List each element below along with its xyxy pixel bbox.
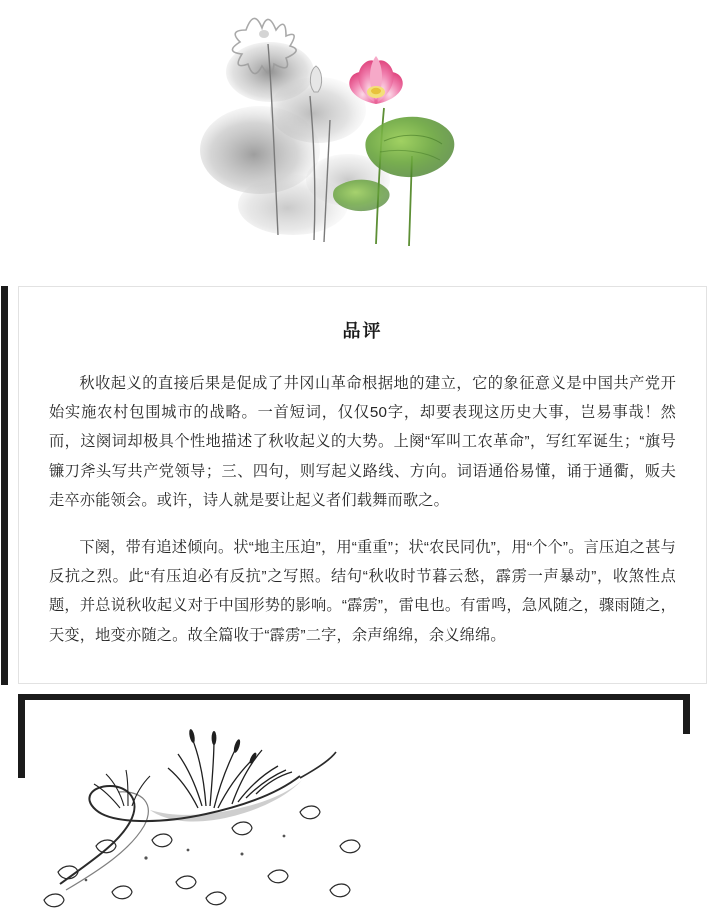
reed-pond-icon [0,694,725,916]
paragraph-1: 秋收起义的直接后果是促成了井冈山革命根据地的建立，它的象征意义是中国共产党开始实施农村包围城市的战略。一首短词，仅仅50字，却要表现这历史大事，岂易事哉！然而，这阕词却极具个性地描述了秋收起义的大势。上阕“军叫工农革命”，写红军诞生；“旗号镰刀斧头写共产党领导；三、四句，则写起义路线、方向。词语通俗易懂，诵于通衢，贩夫走卒亦能领会。或许，诗人就是要让起义者们载舞而歌之。 [49,375,676,509]
card-title: 品评 [342,321,383,341]
footer-illustration [0,694,725,916]
card-accent-bar [1,286,8,685]
lotus-flower-icon [198,0,528,260]
hero-illustration [0,0,725,272]
commentary-card [18,286,707,684]
paragraph-2: 下阕，带有追述倾向。状“地主压迫”，用“重重”；状“农民同仇”，用“个个”。言压迫之甚与反抗之烈。此“有压迫必有反抗”之写照。结句“秋收时节暮云愁，霹雳一声暴动”，收煞性点题，并总说秋收起义对于中国形势的影响。“霹雳”，雷电也。有雷鸣，急风随之，骤雨随之，天变，地变亦随之。故全篇收于“霹雳”二字，余声绵绵，余义绵绵。 [49,538,676,644]
